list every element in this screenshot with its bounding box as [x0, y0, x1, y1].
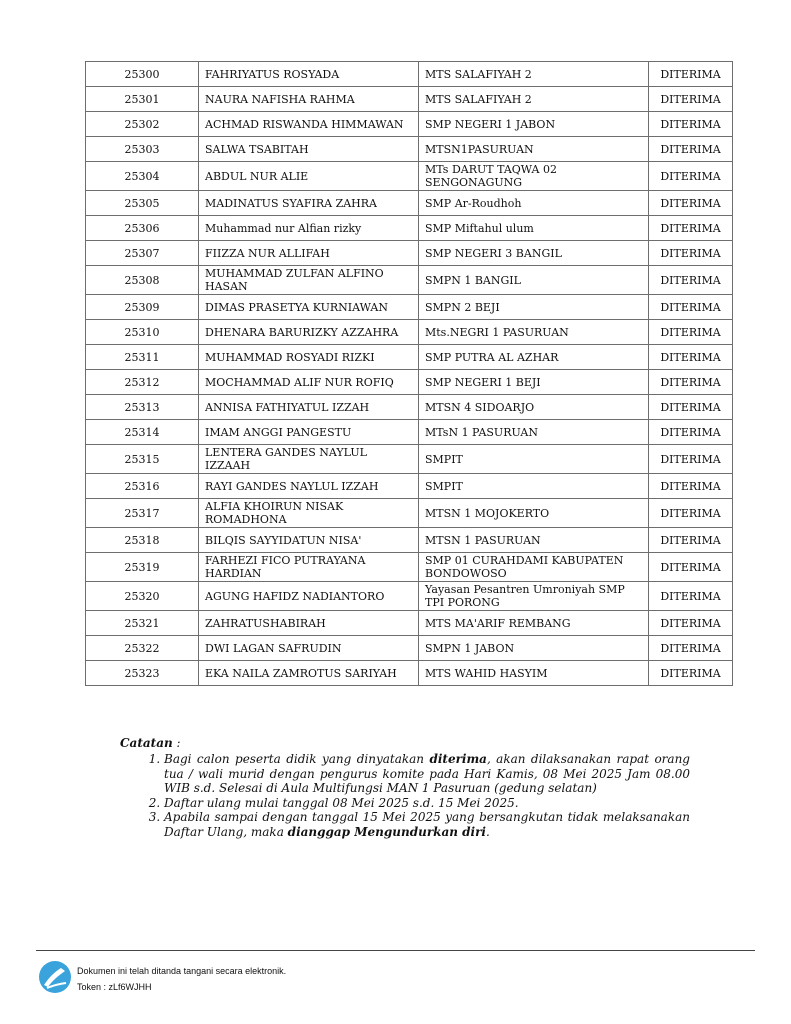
status-cell: DITERIMA: [649, 445, 733, 474]
status-cell: DITERIMA: [649, 62, 733, 87]
table-row: [86, 611, 733, 636]
status-cell: DITERIMA: [649, 216, 733, 241]
student-name-cell: MADINATUS SYAFIRA ZAHRA: [199, 191, 419, 216]
registration-number-cell: 25311: [86, 345, 199, 370]
status-cell: DITERIMA: [649, 266, 733, 295]
status-cell: DITERIMA: [649, 636, 733, 661]
status-cell: DITERIMA: [649, 295, 733, 320]
signed-notice: Dokumen ini telah ditanda tangani secara elektronik.: [77, 966, 287, 976]
student-name-cell: ANNISA FATHIYATUL IZZAH: [199, 395, 419, 420]
student-name-cell: DWI LAGAN SAFRUDIN: [199, 636, 419, 661]
student-name-cell: BILQIS SAYYIDATUN NISA': [199, 528, 419, 553]
student-name-cell: NAURA NAFISHA RAHMA: [199, 87, 419, 112]
registration-number-cell: 25308: [86, 266, 199, 295]
token-label: Token :: [77, 982, 109, 992]
note-item-3: [164, 810, 690, 839]
registration-number-cell: 25316: [86, 474, 199, 499]
table-row: [86, 582, 733, 611]
status-cell: DITERIMA: [649, 611, 733, 636]
status-cell: DITERIMA: [649, 112, 733, 137]
origin-school-cell: MTs DARUT TAQWA 02 SENGONAGUNG: [419, 162, 649, 191]
table-row: [86, 499, 733, 528]
origin-school-cell: MTS SALAFIYAH 2: [419, 62, 649, 87]
origin-school-cell: Yayasan Pesantren Umroniyah SMP TPI PORONG: [419, 582, 649, 611]
status-cell: DITERIMA: [649, 395, 733, 420]
status-cell: DITERIMA: [649, 345, 733, 370]
table-row: [86, 370, 733, 395]
status-cell: DITERIMA: [649, 320, 733, 345]
student-name-cell: FAHRIYATUS ROSYADA: [199, 62, 419, 87]
student-name-cell: DIMAS PRASETYA KURNIAWAN: [199, 295, 419, 320]
status-cell: DITERIMA: [649, 87, 733, 112]
student-name-cell: AGUNG HAFIDZ NADIANTORO: [199, 582, 419, 611]
status-cell: DITERIMA: [649, 370, 733, 395]
registration-number-cell: 25309: [86, 295, 199, 320]
student-name-cell: ABDUL NUR ALIE: [199, 162, 419, 191]
student-name-cell: EKA NAILA ZAMROTUS SARIYAH: [199, 661, 419, 686]
origin-school-cell: SMPIT: [419, 474, 649, 499]
table-row: [86, 266, 733, 295]
note-1-emphasis: diterima: [429, 752, 487, 766]
footer-text: [77, 963, 286, 995]
origin-school-cell: MTSN1PASURUAN: [419, 137, 649, 162]
registration-number-cell: 25320: [86, 582, 199, 611]
student-name-cell: MOCHAMMAD ALIF NUR ROFIQ: [199, 370, 419, 395]
origin-school-cell: SMP Miftahul ulum: [419, 216, 649, 241]
table-row: [86, 162, 733, 191]
registration-number-cell: 25307: [86, 241, 199, 266]
student-name-cell: MUHAMMAD ZULFAN ALFINO HASAN: [199, 266, 419, 295]
origin-school-cell: SMP Ar-Roudhoh: [419, 191, 649, 216]
note-1-text-end: , akan dilaksanakan rapat orang tua / wali murid dengan pengurus komite pada Hari Kamis, 08 Mei 2025 Jam 08.00 WIB s.d. Selesai di Aula Multifungsi MAN 1 Pasuruan (gedung selatan): [164, 752, 690, 795]
note-1-text: Bagi calon peserta didik yang dinyatakan: [164, 752, 430, 766]
registration-number-cell: 25322: [86, 636, 199, 661]
table-row: [86, 241, 733, 266]
student-name-cell: RAYI GANDES NAYLUL IZZAH: [199, 474, 419, 499]
registration-number-cell: 25317: [86, 499, 199, 528]
origin-school-cell: MTSN 1 PASURUAN: [419, 528, 649, 553]
origin-school-cell: SMPN 2 BEJI: [419, 295, 649, 320]
table-row: [86, 474, 733, 499]
origin-school-cell: MTSN 4 SIDOARJO: [419, 395, 649, 420]
notes-title-suffix: :: [172, 736, 181, 750]
origin-school-cell: MTS MA'ARIF REMBANG: [419, 611, 649, 636]
status-cell: DITERIMA: [649, 191, 733, 216]
registration-number-cell: 25315: [86, 445, 199, 474]
table-row: [86, 295, 733, 320]
origin-school-cell: MTSN 1 MOJOKERTO: [419, 499, 649, 528]
student-name-cell: LENTERA GANDES NAYLUL IZZAAH: [199, 445, 419, 474]
origin-school-cell: SMPN 1 BANGIL: [419, 266, 649, 295]
registration-number-cell: 25321: [86, 611, 199, 636]
status-cell: DITERIMA: [649, 661, 733, 686]
origin-school-cell: SMP NEGERI 3 BANGIL: [419, 241, 649, 266]
student-name-cell: Muhammad nur Alfian rizky: [199, 216, 419, 241]
table-row: [86, 320, 733, 345]
registration-number-cell: 25306: [86, 216, 199, 241]
registration-number-cell: 25312: [86, 370, 199, 395]
table-row: [86, 191, 733, 216]
token-value: zLf6WJHH: [108, 982, 152, 992]
notes-list: [120, 752, 690, 839]
registration-number-cell: 25301: [86, 87, 199, 112]
registration-number-cell: 25313: [86, 395, 199, 420]
table-row: [86, 528, 733, 553]
registration-number-cell: 25300: [86, 62, 199, 87]
origin-school-cell: MTS SALAFIYAH 2: [419, 87, 649, 112]
student-name-cell: SALWA TSABITAH: [199, 137, 419, 162]
origin-school-cell: SMPIT: [419, 445, 649, 474]
origin-school-cell: SMP PUTRA AL AZHAR: [419, 345, 649, 370]
student-name-cell: IMAM ANGGI PANGESTU: [199, 420, 419, 445]
table-row: [86, 636, 733, 661]
status-cell: DITERIMA: [649, 528, 733, 553]
origin-school-cell: MTS WAHID HASYIM: [419, 661, 649, 686]
student-name-cell: ALFIA KHOIRUN NISAK ROMADHONA: [199, 499, 419, 528]
origin-school-cell: SMP NEGERI 1 JABON: [419, 112, 649, 137]
status-cell: DITERIMA: [649, 420, 733, 445]
origin-school-cell: SMP NEGERI 1 BEJI: [419, 370, 649, 395]
table-row: [86, 137, 733, 162]
origin-school-cell: SMP 01 CURAHDAMI KABUPATEN BONDOWOSO: [419, 553, 649, 582]
student-name-cell: MUHAMMAD ROSYADI RIZKI: [199, 345, 419, 370]
origin-school-cell: Mts.NEGRI 1 PASURUAN: [419, 320, 649, 345]
status-cell: DITERIMA: [649, 137, 733, 162]
table-row: [86, 661, 733, 686]
status-cell: DITERIMA: [649, 162, 733, 191]
origin-school-cell: MTsN 1 PASURUAN: [419, 420, 649, 445]
notes-section: [120, 736, 690, 839]
table-row: [86, 216, 733, 241]
status-cell: DITERIMA: [649, 499, 733, 528]
registration-number-cell: 25304: [86, 162, 199, 191]
origin-school-cell: SMPN 1 JABON: [419, 636, 649, 661]
admission-results-table: [85, 61, 733, 686]
note-item-2: [164, 796, 690, 811]
table-row: [86, 112, 733, 137]
note-3-text-end: .: [486, 824, 490, 839]
note-3-emphasis: dianggap Mengundurkan diri: [287, 824, 486, 839]
table-row: [86, 395, 733, 420]
student-name-cell: DHENARA BARURIZKY AZZAHRA: [199, 320, 419, 345]
registration-number-cell: 25303: [86, 137, 199, 162]
table-row: [86, 87, 733, 112]
status-cell: DITERIMA: [649, 553, 733, 582]
registration-number-cell: 25323: [86, 661, 199, 686]
registration-number-cell: 25319: [86, 553, 199, 582]
notes-title: Catatan: [120, 736, 173, 750]
notes-heading: [120, 736, 690, 750]
footer-divider: [36, 950, 755, 951]
registration-number-cell: 25305: [86, 191, 199, 216]
note-2-text: Daftar ulang mulai tanggal 08 Mei 2025 s.d. 15 Mei 2025.: [164, 795, 519, 810]
status-cell: DITERIMA: [649, 241, 733, 266]
esign-logo-icon: [38, 960, 72, 994]
table-row: [86, 553, 733, 582]
student-name-cell: ZAHRATUSHABIRAH: [199, 611, 419, 636]
student-name-cell: FIIZZA NUR ALLIFAH: [199, 241, 419, 266]
status-cell: DITERIMA: [649, 582, 733, 611]
registration-number-cell: 25310: [86, 320, 199, 345]
registration-number-cell: 25314: [86, 420, 199, 445]
note-item-1: [164, 752, 690, 796]
token-line: [77, 979, 286, 995]
student-name-cell: FARHEZI FICO PUTRAYANA HARDIAN: [199, 553, 419, 582]
student-name-cell: ACHMAD RISWANDA HIMMAWAN: [199, 112, 419, 137]
status-cell: DITERIMA: [649, 474, 733, 499]
table-row: [86, 62, 733, 87]
table-row: [86, 445, 733, 474]
registration-number-cell: 25302: [86, 112, 199, 137]
table-row: [86, 345, 733, 370]
table-body: [86, 62, 733, 686]
note-3-text: Apabila sampai dengan tanggal 15 Mei 2025 yang bersangkutan tidak melaksanakan Daftar Ulang, maka: [164, 810, 690, 839]
table-row: [86, 420, 733, 445]
registration-number-cell: 25318: [86, 528, 199, 553]
